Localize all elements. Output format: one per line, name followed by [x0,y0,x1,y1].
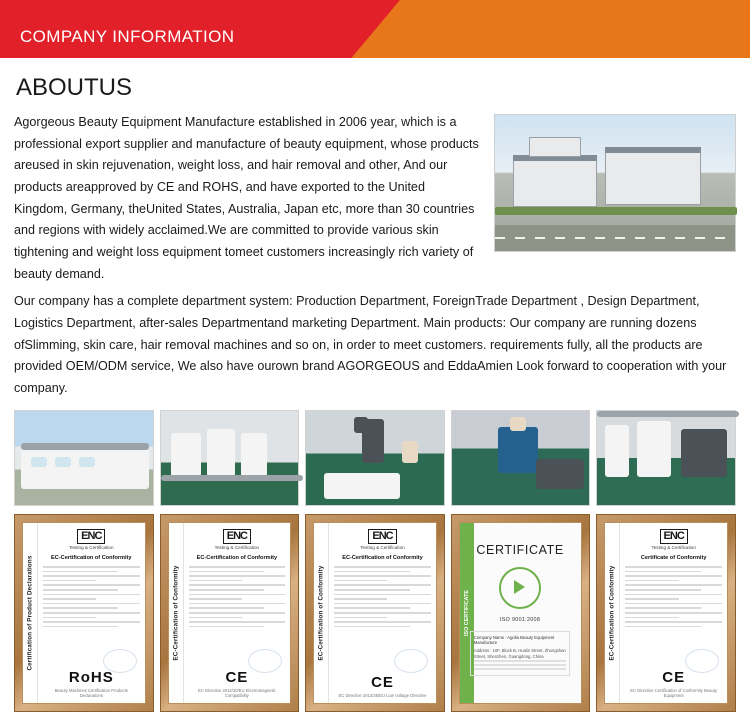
factory-block-3 [529,137,581,157]
certificate-ce-emc [160,514,300,712]
certificate-iso-company: Company Name : Agolia Beauty Equipment Manufacture [473,634,555,646]
machine-1 [171,433,201,477]
certificate-ce-emc-page [168,522,292,704]
certificate-rohs-body [38,523,145,703]
factory-roof-2 [605,147,701,153]
window-2 [55,457,71,467]
certificate-ce-general-side-label [605,523,620,703]
certificate-rohs-footer: Beauty Machines Certification Products Declarations [54,687,128,699]
building-facade [21,449,149,489]
certificate-iso-seal-icon [499,567,541,609]
certificate-iso-side-text: ISO CERTIFICATE [463,589,470,636]
certificate-rohs [14,514,154,712]
certificate-rohs-mark: RoHS [68,668,114,686]
certificate-ce-general-side-text: EC-Certification of Conformity [608,565,616,661]
factory-block-1 [513,159,597,207]
certificate-iso-address: Address : 10F, Block B, Hualin Street, Zhongshan Street, Shenzhen, Guangdong, China [473,648,566,660]
certificate-iso-body [460,523,582,703]
factory-exterior-photo [14,410,154,506]
certificate-stamp [103,649,137,673]
factory-road [495,225,735,251]
enc-logo-sub: Testing & Certification [651,544,696,550]
certificate-iso-title: CERTIFICATE [476,542,564,557]
certificate-ce-emc-heading: EC-Certification of Conformity [196,554,278,561]
certificate-ce-general [596,514,736,712]
intro-paragraph-1: Agorgeous Beauty Equipment Manufacture established in 2006 year, which is a professional export supplier and manufacture of beauty equipment, whose products areused in skin rejuvenation, weight loss, and hair removal and other, And our products areapproved by CE and ROHS, and have exported to the United Kingdom, Germany, theUnited States, Australia, Japan etc, more than 30 countries and regions with widely acclaimed.We are committed to provide various skin tightening and weight loss equipment tomeet customers increasingly rich variety of beauty demand. [14,115,479,281]
certificate-ce-emc-body [184,523,291,703]
certificate-stamp [248,649,282,673]
certificate-iso-standard: ISO 9001:2008 [499,616,541,623]
certificate-ce-lvd [305,514,445,712]
enc-logo: ENC [223,529,251,544]
certificate-ce-general-heading: Certificate of Conformity [640,554,707,561]
operator-hand [402,441,418,463]
certificate-ce-lvd-footer: EC Directive 2014/35/EU Low Voltage Directive [338,693,427,699]
enc-logo: ENC [368,529,396,544]
certificate-ce-general-body [620,523,727,703]
building-roof [21,443,149,450]
certificate-ce-lvd-page [313,522,437,704]
certificate-rohs-page [22,522,146,704]
enc-logo-sub: Testing & Certification [360,544,405,550]
certificate-rohs-heading: EC-Certification of Conformity [51,554,132,561]
certificate-stamp [394,649,428,673]
certificate-ce-lvd-mark: CE [371,674,394,692]
certificate-ce-general-page [604,522,728,704]
certificate-rohs-side-label [23,523,38,703]
page-banner [0,0,750,62]
worktable-paper [324,473,400,499]
ceiling-beam [597,411,739,417]
page-title: ABOUTUS [16,74,133,101]
certificate-ce-general-mark: CE [662,668,686,686]
production-workshop-photo [596,410,736,506]
factory-lawn [495,207,737,215]
page-content [0,62,750,712]
certificate-iso-page [459,522,583,704]
certificates-row [14,514,736,712]
window-3 [79,457,95,467]
microscope-eyepiece [354,417,368,433]
technician-uniform [498,427,538,473]
certificate-ce-emc-mark: CE [225,668,249,686]
certificate-ce-emc-footer: EC Directive 2014/30/EU Electromagnetic Compatibility [198,687,276,699]
enc-logo: ENC [660,529,688,544]
cabinet-1 [605,425,629,477]
line-rail [161,475,303,481]
technician-testing-photo [451,410,591,506]
technician-head [510,417,526,431]
assembly-line-photo [160,410,300,506]
enc-logo-sub: Testing & Certification [214,544,260,550]
banner-title: COMPANY INFORMATION [20,27,235,46]
certificate-ce-lvd-body [329,523,436,703]
certificate-ce-lvd-side-text: EC-Certification of Conformity [317,565,325,661]
machine-rack [681,429,727,477]
machine-2 [207,429,235,477]
certificate-ce-general-footer: EC Directive Certification of Conformity Beauty Equipment [630,687,718,699]
certificate-stamp [685,649,719,673]
photo-strip [14,410,736,506]
intro-section [14,112,736,400]
microscope-inspection-photo [305,410,445,506]
enc-logo-sub: Testing & Certification [69,544,114,550]
certificate-ce-emc-side-text: EC-Certification of Conformity [172,565,180,661]
factory-building-photo [494,114,736,252]
cabinet-2 [637,421,671,477]
window-1 [31,457,47,467]
enc-logo: ENC [77,529,105,544]
intro-paragraph-2: Our company has a complete department system: Production Department, ForeignTrade Department , Design Department, Logistics Department, after-sales Departmentand marketing Department. Main products: Our company are running dozens ofSlimming, skin care, hair removal machines and so on, in order to meet customers. requirements fully, all the products are provided OEM/ODM service, We also have ourown brand AGORGEOUS and EddaAmien Look forward to cooperation with your company. [14,294,727,395]
test-equipment [536,459,584,489]
certificate-iso [451,514,591,712]
certificate-ce-lvd-heading: EC-Certification of Conformity [342,554,423,561]
certificate-ce-lvd-side-label [314,523,329,703]
factory-block-2 [605,151,701,205]
machine-3 [241,433,267,477]
certificate-iso-details [470,631,571,677]
certificate-rohs-side-text: Certification of Product Declarations [26,555,34,671]
certificate-ce-emc-side-label [169,523,184,703]
